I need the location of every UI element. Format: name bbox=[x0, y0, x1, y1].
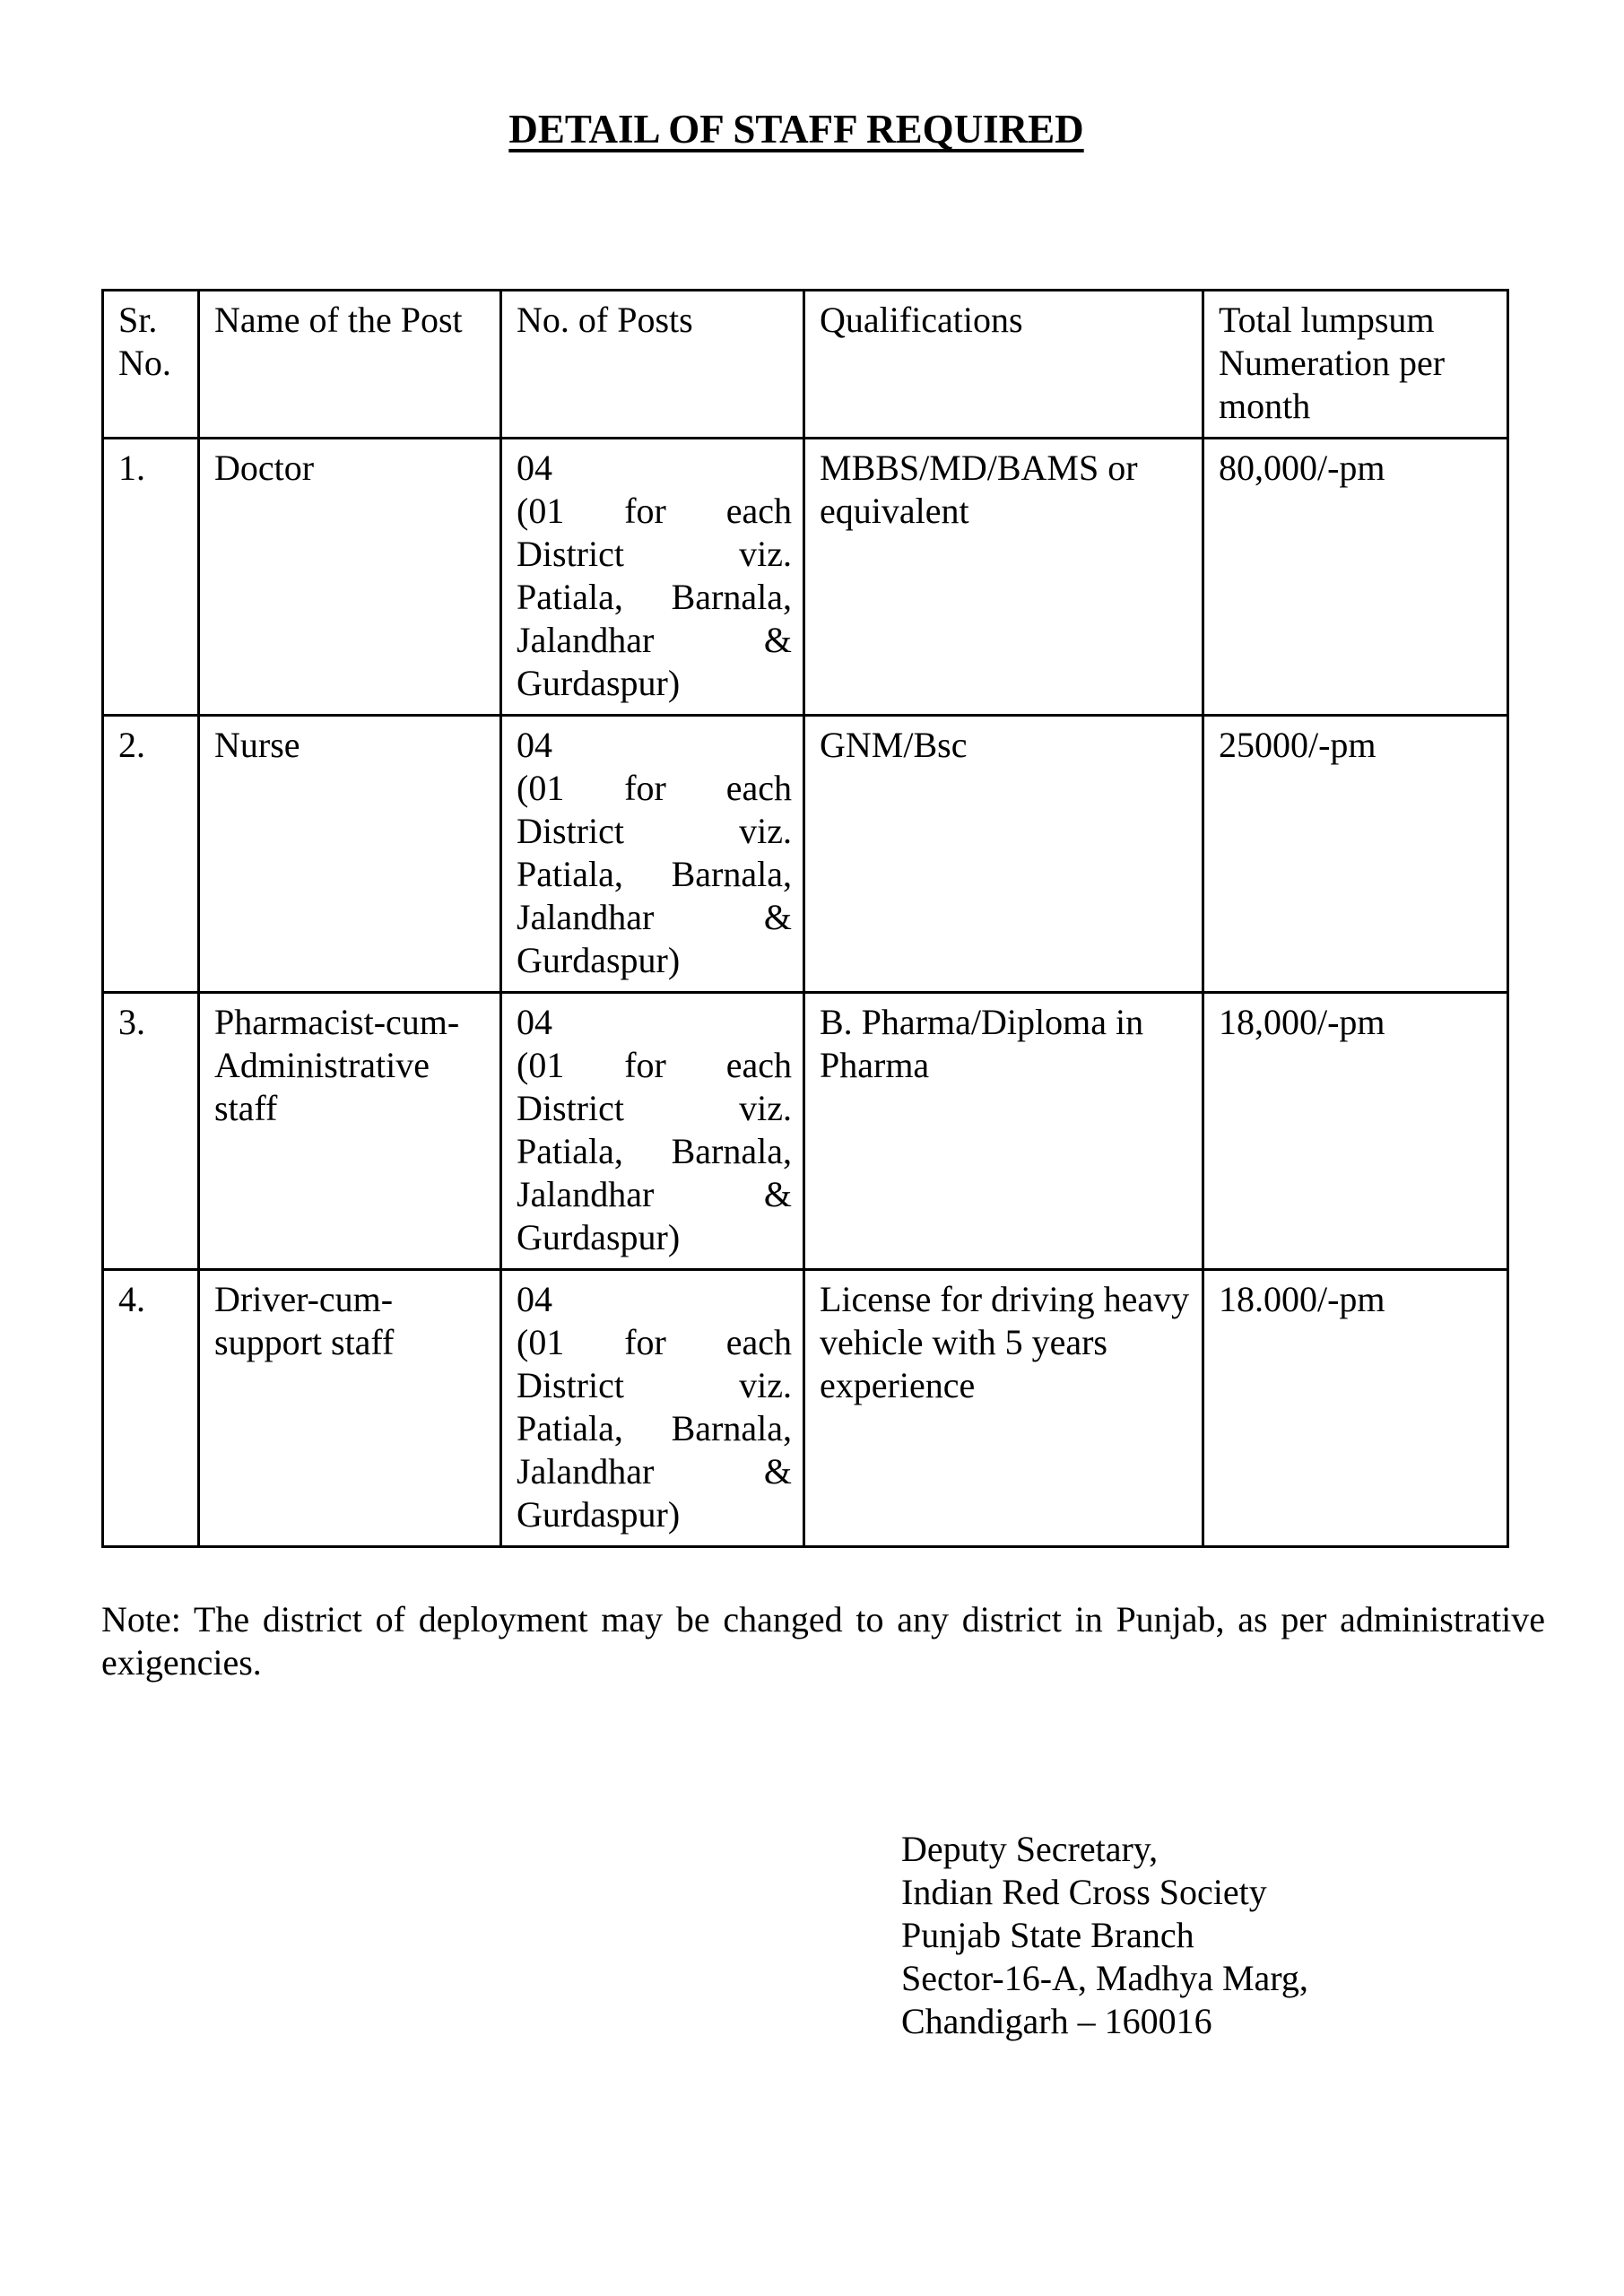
cell-qualification: B. Pharma/Diploma in Pharma bbox=[804, 993, 1203, 1270]
cell-no-of-posts bbox=[501, 439, 804, 716]
table-row bbox=[103, 716, 1508, 993]
signature-block bbox=[901, 1828, 1545, 2043]
cell-sr-no: 2. bbox=[103, 716, 199, 993]
cell-remuneration: 18,000/-pm bbox=[1203, 993, 1508, 1270]
note-text: Note: The district of deployment may be changed to any district in Punjab, as per administrative exigencies. bbox=[101, 1599, 1545, 1683]
page-title: DETAIL OF STAFF REQUIRED bbox=[508, 107, 1084, 152]
signature-line: Chandigarh – 160016 bbox=[901, 2001, 1212, 2041]
header-no-of-posts: No. of Posts bbox=[501, 291, 804, 439]
signature-line: Sector-16-A, Madhya Marg, bbox=[901, 1958, 1308, 1998]
cell-post-name: Nurse bbox=[199, 716, 501, 993]
cell-qualification: MBBS/MD/BAMS or equivalent bbox=[804, 439, 1203, 716]
cell-remuneration: 80,000/-pm bbox=[1203, 439, 1508, 716]
signature-line: Deputy Secretary, bbox=[901, 1829, 1159, 1869]
table-row bbox=[103, 993, 1508, 1270]
cell-sr-no: 4. bbox=[103, 1270, 199, 1547]
posts-count: 04 bbox=[517, 448, 552, 488]
table-row bbox=[103, 1270, 1508, 1547]
signature-line: Punjab State Branch bbox=[901, 1915, 1194, 1955]
posts-count: 04 bbox=[517, 725, 552, 765]
cell-sr-no: 1. bbox=[103, 439, 199, 716]
cell-no-of-posts bbox=[501, 993, 804, 1270]
signature-line: Indian Red Cross Society bbox=[901, 1872, 1267, 1912]
cell-sr-no: 3. bbox=[103, 993, 199, 1270]
table-body bbox=[103, 439, 1508, 1547]
header-qualifications: Qualifications bbox=[804, 291, 1203, 439]
cell-qualification: GNM/Bsc bbox=[804, 716, 1203, 993]
cell-remuneration: 25000/-pm bbox=[1203, 716, 1508, 993]
posts-detail: (01 for each District viz. Patiala, Barnala, Jalandhar & Gurdaspur) bbox=[517, 1322, 792, 1535]
posts-count: 04 bbox=[517, 1002, 552, 1042]
cell-no-of-posts bbox=[501, 1270, 804, 1547]
cell-post-name: Pharmacist-cum-Administrative staff bbox=[199, 993, 501, 1270]
header-sr-no: Sr. No. bbox=[103, 291, 199, 439]
cell-remuneration: 18.000/-pm bbox=[1203, 1270, 1508, 1547]
cell-post-name: Driver-cum-support staff bbox=[199, 1270, 501, 1547]
table-header bbox=[103, 291, 1508, 439]
header-remuneration: Total lumpsum Numeration per month bbox=[1203, 291, 1508, 439]
posts-detail: (01 for each District viz. Patiala, Barnala, Jalandhar & Gurdaspur) bbox=[517, 1045, 792, 1257]
posts-detail: (01 for each District viz. Patiala, Barnala, Jalandhar & Gurdaspur) bbox=[517, 491, 792, 703]
posts-detail: (01 for each District viz. Patiala, Barnala, Jalandhar & Gurdaspur) bbox=[517, 768, 792, 980]
staff-required-table bbox=[101, 289, 1509, 1548]
header-name-of-post: Name of the Post bbox=[199, 291, 501, 439]
posts-count: 04 bbox=[517, 1279, 552, 1319]
cell-no-of-posts bbox=[501, 716, 804, 993]
cell-qualification: License for driving heavy vehicle with 5 years experience bbox=[804, 1270, 1203, 1547]
cell-post-name: Doctor bbox=[199, 439, 501, 716]
table-row bbox=[103, 439, 1508, 716]
table-header-row bbox=[103, 291, 1508, 439]
